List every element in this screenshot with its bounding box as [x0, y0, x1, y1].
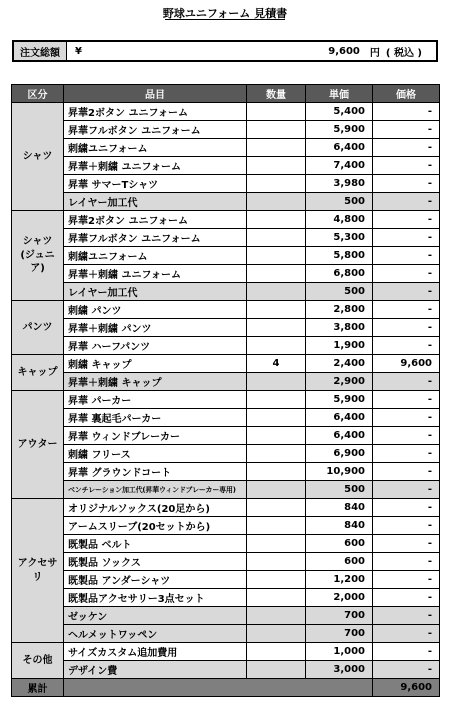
unit-price-cell: 7,400	[306, 157, 373, 175]
quantity-cell	[247, 337, 306, 355]
price-cell: -	[373, 193, 440, 211]
item-cell: 刺繍 キャップ	[64, 355, 247, 373]
estimate-table	[11, 84, 440, 697]
item-cell: 刺繍ユニフォーム	[64, 247, 247, 265]
price-cell: -	[373, 247, 440, 265]
item-cell: 既製品 ソックス	[64, 553, 247, 571]
quantity-cell	[247, 661, 306, 679]
unit-price-cell: 700	[306, 607, 373, 625]
price-cell: -	[373, 427, 440, 445]
item-cell: 昇華 ハーフパンツ	[64, 337, 247, 355]
quantity-cell	[247, 499, 306, 517]
price-cell: -	[373, 409, 440, 427]
table-row	[12, 553, 440, 571]
document-title: 野球ユニフォーム 見積書	[162, 7, 288, 20]
unit-price-cell: 6,800	[306, 265, 373, 283]
unit-price-cell: 2,800	[306, 301, 373, 319]
header-item: 品目	[64, 85, 247, 103]
unit-price-cell: 1,000	[306, 643, 373, 661]
category-cell: アウター	[12, 391, 64, 499]
table-body	[12, 103, 440, 679]
unit-price-cell: 4,800	[306, 211, 373, 229]
price-cell: -	[373, 337, 440, 355]
price-cell: -	[373, 607, 440, 625]
quantity-cell	[247, 175, 306, 193]
header-category: 区分	[12, 85, 64, 103]
price-cell: -	[373, 481, 440, 499]
title-underline	[165, 19, 285, 20]
quantity-cell	[247, 553, 306, 571]
quantity-cell	[247, 589, 306, 607]
quantity-cell	[247, 301, 306, 319]
quantity-cell	[247, 643, 306, 661]
unit-price-cell: 2,400	[306, 355, 373, 373]
quantity-cell	[247, 247, 306, 265]
table-row	[12, 571, 440, 589]
price-cell: -	[373, 661, 440, 679]
category-cell: その他	[12, 643, 64, 679]
item-cell: レイヤー加工代	[64, 283, 247, 301]
quantity-cell	[247, 157, 306, 175]
item-cell: ベンチレーション加工代(昇華ウィンドブレーカー専用)	[64, 481, 247, 499]
quantity-cell	[247, 481, 306, 499]
unit-price-cell: 6,900	[306, 445, 373, 463]
price-cell: -	[373, 499, 440, 517]
price-cell: -	[373, 517, 440, 535]
quantity-cell	[247, 391, 306, 409]
order-total-box	[12, 40, 438, 62]
item-cell: オリジナルソックス(20足から)	[64, 499, 247, 517]
unit-price-cell: 3,980	[306, 175, 373, 193]
unit-price-cell: 2,900	[306, 373, 373, 391]
item-cell: 昇華2ボタン ユニフォーム	[64, 103, 247, 121]
price-cell: -	[373, 445, 440, 463]
table-row	[12, 391, 440, 409]
unit-price-cell: 5,800	[306, 247, 373, 265]
total-spacer	[64, 679, 373, 697]
table-row	[12, 607, 440, 625]
quantity-cell	[247, 229, 306, 247]
price-cell: -	[373, 265, 440, 283]
table-row	[12, 463, 440, 481]
category-cell: キャップ	[12, 355, 64, 391]
price-cell: -	[373, 571, 440, 589]
unit-price-cell: 600	[306, 535, 373, 553]
quantity-cell	[247, 121, 306, 139]
quantity-cell	[247, 625, 306, 643]
unit-price-cell: 5,400	[306, 103, 373, 121]
table-row	[12, 229, 440, 247]
quantity-cell	[247, 103, 306, 121]
unit-price-cell: 1,900	[306, 337, 373, 355]
order-total-amount-group	[135, 42, 436, 60]
price-cell: -	[373, 139, 440, 157]
unit-price-cell: 10,900	[306, 463, 373, 481]
price-cell: -	[373, 625, 440, 643]
quantity-cell	[247, 571, 306, 589]
unit-price-cell: 500	[306, 283, 373, 301]
table-row	[12, 517, 440, 535]
quantity-cell	[247, 283, 306, 301]
price-cell: -	[373, 391, 440, 409]
item-cell: デザイン費	[64, 661, 247, 679]
price-cell: -	[373, 463, 440, 481]
header-unit-price: 単価	[306, 85, 373, 103]
table-row	[12, 481, 440, 499]
item-cell: 昇華フルボタン ユニフォーム	[64, 121, 247, 139]
price-cell: -	[373, 211, 440, 229]
unit-price-cell: 6,400	[306, 409, 373, 427]
category-cell: パンツ	[12, 301, 64, 355]
item-cell: 昇華 グラウンドコート	[64, 463, 247, 481]
price-cell: -	[373, 175, 440, 193]
unit-price-cell: 500	[306, 481, 373, 499]
header-quantity: 数量	[247, 85, 306, 103]
order-total-label: 注文総額	[14, 42, 67, 60]
table-row	[12, 499, 440, 517]
table-row	[12, 103, 440, 121]
quantity-cell	[247, 517, 306, 535]
table-row	[12, 193, 440, 211]
item-cell: 刺繍 パンツ	[64, 301, 247, 319]
table-row	[12, 319, 440, 337]
item-cell: 昇華＋刺繍 キャップ	[64, 373, 247, 391]
quantity-cell	[247, 373, 306, 391]
price-cell: -	[373, 319, 440, 337]
quantity-cell: 4	[247, 355, 306, 373]
quantity-cell	[247, 607, 306, 625]
table-row	[12, 301, 440, 319]
quantity-cell	[247, 445, 306, 463]
unit-price-cell: 700	[306, 625, 373, 643]
price-cell: -	[373, 229, 440, 247]
item-cell: 昇華 パーカー	[64, 391, 247, 409]
category-cell: シャツ	[12, 103, 64, 211]
item-cell: 昇華 サマーTシャツ	[64, 175, 247, 193]
item-cell: サイズカスタム追加費用	[64, 643, 247, 661]
category-cell: シャツ (ジュニア)	[12, 211, 64, 301]
table-row	[12, 589, 440, 607]
table-row	[12, 373, 440, 391]
quantity-cell	[247, 409, 306, 427]
unit-price-cell: 5,900	[306, 121, 373, 139]
item-cell: 昇華＋刺繍 ユニフォーム	[64, 157, 247, 175]
header-price: 価格	[373, 85, 440, 103]
table-row	[12, 265, 440, 283]
order-currency-symbol: ¥	[75, 45, 82, 57]
item-cell: 昇華2ボタン ユニフォーム	[64, 211, 247, 229]
price-cell: -	[373, 283, 440, 301]
item-cell: 刺繍ユニフォーム	[64, 139, 247, 157]
quantity-cell	[247, 427, 306, 445]
quantity-cell	[247, 535, 306, 553]
item-cell: 刺繍 フリース	[64, 445, 247, 463]
quantity-cell	[247, 193, 306, 211]
item-cell: 既製品 ベルト	[64, 535, 247, 553]
table-row	[12, 139, 440, 157]
item-cell: レイヤー加工代	[64, 193, 247, 211]
price-cell: -	[373, 589, 440, 607]
unit-price-cell: 6,400	[306, 139, 373, 157]
item-cell: ゼッケン	[64, 607, 247, 625]
table-row	[12, 643, 440, 661]
item-cell: アームスリーブ(20セットから)	[64, 517, 247, 535]
item-cell: 昇華＋刺繍 パンツ	[64, 319, 247, 337]
quantity-cell	[247, 319, 306, 337]
total-value: 9,600	[373, 679, 440, 697]
unit-price-cell: 600	[306, 553, 373, 571]
table-row	[12, 445, 440, 463]
unit-price-cell: 3,000	[306, 661, 373, 679]
quantity-cell	[247, 463, 306, 481]
table-row	[12, 121, 440, 139]
total-label: 累計	[12, 679, 64, 697]
total-row	[12, 679, 440, 697]
unit-price-cell: 3,800	[306, 319, 373, 337]
item-cell: 昇華＋刺繍 ユニフォーム	[64, 265, 247, 283]
price-cell: 9,600	[373, 355, 440, 373]
unit-price-cell: 2,000	[306, 589, 373, 607]
table-row	[12, 211, 440, 229]
quantity-cell	[247, 265, 306, 283]
unit-price-cell: 1,200	[306, 571, 373, 589]
table-row	[12, 661, 440, 679]
item-cell: ヘルメットワッペン	[64, 625, 247, 643]
unit-price-cell: 840	[306, 517, 373, 535]
table-row	[12, 283, 440, 301]
order-total-unit: 円	[369, 47, 380, 59]
price-cell: -	[373, 157, 440, 175]
table-row	[12, 157, 440, 175]
table-header-row	[12, 85, 440, 103]
category-cell: アクセサリ	[12, 499, 64, 643]
item-cell: 既製品 アンダーシャツ	[64, 571, 247, 589]
price-cell: -	[373, 643, 440, 661]
table-row	[12, 247, 440, 265]
price-cell: -	[373, 373, 440, 391]
price-cell: -	[373, 103, 440, 121]
item-cell: 昇華 裏起毛パーカー	[64, 409, 247, 427]
unit-price-cell: 840	[306, 499, 373, 517]
table-row	[12, 409, 440, 427]
unit-price-cell: 6,400	[306, 427, 373, 445]
table-row	[12, 355, 440, 373]
item-cell: 昇華フルボタン ユニフォーム	[64, 229, 247, 247]
unit-price-cell: 5,300	[306, 229, 373, 247]
price-cell: -	[373, 535, 440, 553]
order-total-amount: 9,600	[328, 45, 360, 57]
table-row	[12, 175, 440, 193]
unit-price-cell: 5,900	[306, 391, 373, 409]
quantity-cell	[247, 139, 306, 157]
price-cell: -	[373, 301, 440, 319]
table-row	[12, 535, 440, 553]
price-cell: -	[373, 553, 440, 571]
price-cell: -	[373, 121, 440, 139]
order-total-tax: ( 税込 )	[385, 47, 422, 59]
quantity-cell	[247, 211, 306, 229]
table-row	[12, 427, 440, 445]
item-cell: 昇華 ウィンドブレーカー	[64, 427, 247, 445]
item-cell: 既製品アクセサリー3点セット	[64, 589, 247, 607]
table-row	[12, 337, 440, 355]
table-row	[12, 625, 440, 643]
unit-price-cell: 500	[306, 193, 373, 211]
